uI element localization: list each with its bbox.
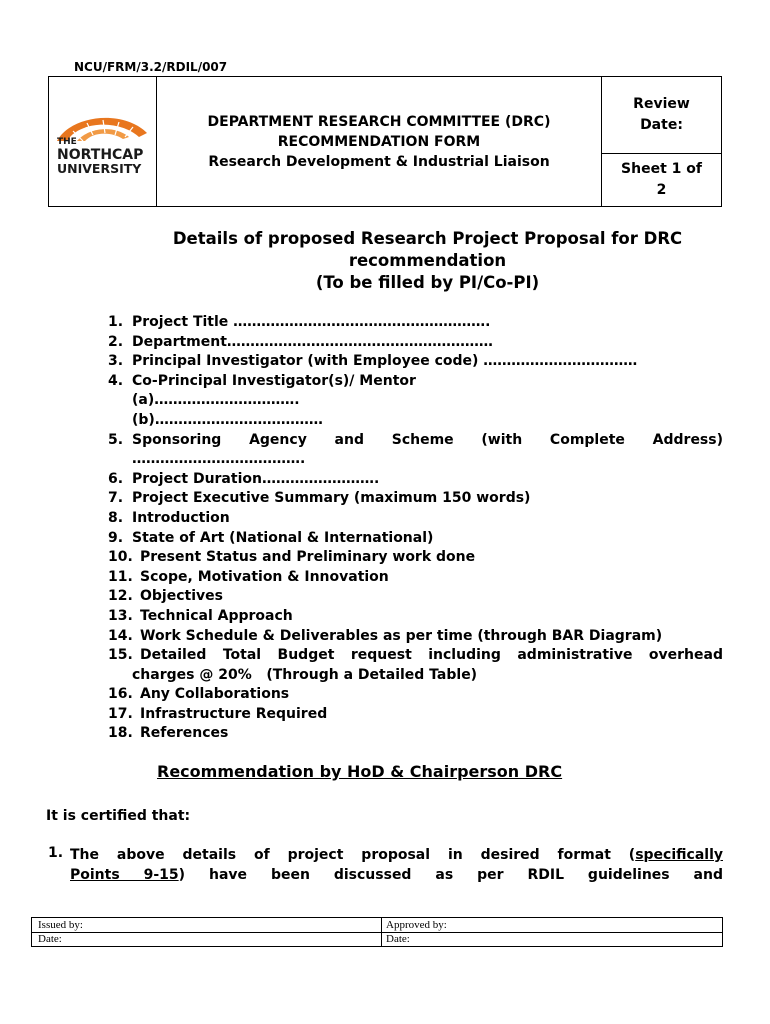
- list-item-sub: [108, 666, 723, 686]
- details-title: [100, 228, 755, 294]
- list-item: [108, 529, 723, 549]
- list-item-text: Co-Principal Investigator(s)/ Mentor: [132, 372, 416, 389]
- list-item-text: Technical Approach: [140, 607, 293, 624]
- list-item-number: 7.: [108, 490, 124, 507]
- list-item-text: References: [140, 725, 229, 742]
- sheet-total: 2: [656, 181, 667, 198]
- sheet-label: Sheet 1 of: [621, 160, 702, 177]
- list-item: [108, 372, 723, 392]
- list-item-number: 10.: [108, 549, 133, 566]
- list-item: [108, 548, 723, 568]
- department-title: DEPARTMENT RESEARCH COMMITTEE (DRC): [207, 113, 551, 130]
- approved-by-label: Approved by:: [386, 919, 447, 931]
- form-title: RECOMMENDATION FORM: [277, 133, 481, 150]
- logo-text-the: THE: [57, 137, 77, 147]
- list-item-sub: [108, 391, 723, 411]
- list-item-number: 12.: [108, 588, 133, 605]
- point-1-line-2: [70, 865, 723, 885]
- list-item-text: Department…………………………………………………: [132, 333, 493, 350]
- footer-table: [31, 917, 723, 947]
- issued-date-label: Date:: [38, 933, 62, 945]
- details-title-line1: Details of proposed Research Project Proposal for DRC: [172, 229, 683, 248]
- list-item-text: Detailed Total Budget request including administrative overhead: [140, 647, 723, 664]
- list-item-text: Sponsoring Agency and Scheme (with Complete Address): [132, 431, 723, 448]
- header-table: [48, 76, 722, 207]
- list-item: [108, 607, 723, 627]
- list-item-text: (a)………………………….: [132, 392, 300, 409]
- list-item-text: Project Executive Summary (maximum 150 words): [132, 490, 531, 507]
- list-item: [108, 431, 723, 451]
- list-item-text: ……………………………….: [132, 451, 306, 468]
- list-item-text: Present Status and Preliminary work done: [140, 549, 476, 566]
- list-item-text: Introduction: [132, 509, 230, 526]
- list-item: [108, 352, 723, 372]
- list-item: [108, 587, 723, 607]
- list-item-text: Project Duration…………………….: [132, 470, 380, 487]
- list-item-number: 11.: [108, 568, 133, 585]
- list-item: [108, 724, 723, 744]
- logo-text-northcap: NORTHCAP: [57, 147, 144, 163]
- list-item: [108, 685, 723, 705]
- sheet-number-cell: [602, 153, 721, 206]
- review-date-cell: [602, 77, 721, 153]
- list-item-number: 4.: [108, 372, 124, 389]
- review-label: Review: [633, 96, 690, 112]
- point-1-underlined-text: specifically: [635, 847, 723, 863]
- footer-divider-horizontal: [32, 932, 722, 933]
- list-item-number: 18.: [108, 725, 133, 742]
- list-item-number: 13.: [108, 607, 133, 624]
- list-item-text: Principal Investigator (with Employee code) ……………………………: [132, 353, 638, 370]
- point-1-number: 1.: [48, 845, 64, 861]
- details-title-line2: recommendation: [348, 251, 507, 270]
- list-item-number: 9.: [108, 529, 124, 546]
- university-logo: [53, 111, 153, 177]
- certified-text: It is certified that:: [46, 808, 191, 824]
- logo-text-university: UNIVERSITY: [57, 161, 142, 176]
- list-item-number: 1.: [108, 314, 124, 330]
- proposal-items-list: [108, 313, 723, 744]
- recommendation-title: Recommendation by HoD & Chairperson DRC: [157, 762, 563, 781]
- point-1-text: The above details of project proposal in desired format (: [70, 847, 636, 863]
- list-item-number: 8.: [108, 509, 124, 526]
- list-item-number: 2.: [108, 333, 124, 350]
- list-item-text: Infrastructure Required: [140, 705, 328, 722]
- point-1-underlined-points: Points 9-15: [70, 867, 179, 883]
- list-item-text: charges @ 20% (Through a Detailed Table): [132, 666, 478, 683]
- list-item-number: 16.: [108, 686, 133, 703]
- list-item: [108, 333, 723, 353]
- list-item: [108, 705, 723, 725]
- list-item-text: Scope, Motivation & Innovation: [140, 568, 389, 585]
- list-item: [108, 509, 723, 529]
- list-item-sub: [108, 411, 723, 431]
- issued-by-label: Issued by:: [38, 919, 83, 931]
- point-1-text-continued: ) have been discussed as per RDIL guidelines and: [178, 867, 723, 883]
- list-item-number: 3.: [108, 353, 124, 370]
- list-item: [108, 627, 723, 647]
- list-item: [108, 489, 723, 509]
- list-item-text: Work Schedule & Deliverables as per time (through BAR Diagram): [140, 627, 663, 644]
- list-item-text: Objectives: [140, 588, 223, 605]
- department-title-block: [157, 77, 601, 206]
- list-item-text: Project Title ……………………………………………….: [132, 314, 491, 330]
- list-item-number: 17.: [108, 705, 133, 722]
- list-item-number: 5.: [108, 431, 124, 448]
- list-item-sub: [108, 450, 723, 470]
- point-1-line-1: [70, 845, 723, 865]
- list-item-number: 14.: [108, 627, 133, 644]
- list-item-number: 15.: [108, 647, 133, 664]
- list-item: [108, 470, 723, 490]
- list-item-text: (b)………………………………: [132, 411, 323, 428]
- approved-date-label: Date:: [386, 933, 410, 945]
- office-name: Research Development & Industrial Liaison: [208, 153, 550, 170]
- list-item-number: 6.: [108, 470, 124, 487]
- list-item: [108, 313, 723, 333]
- form-code: NCU/FRM/3.2/RDIL/007: [74, 60, 228, 74]
- list-item: [108, 568, 723, 588]
- list-item-text: Any Collaborations: [140, 686, 290, 703]
- list-item: [108, 646, 723, 666]
- details-title-line3: (To be filled by PI/Co-PI): [315, 273, 540, 292]
- review-date-label: Date:: [640, 117, 683, 133]
- list-item-text: State of Art (National & International): [132, 529, 434, 546]
